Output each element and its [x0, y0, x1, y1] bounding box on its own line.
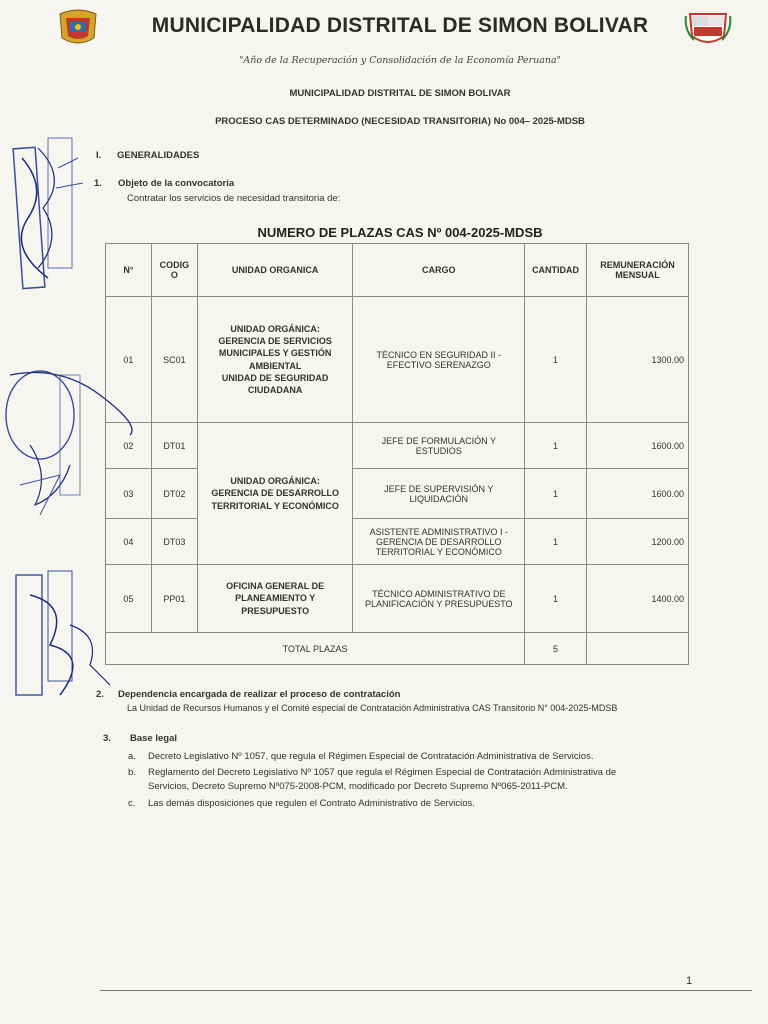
total-salary-empty — [587, 633, 689, 665]
row-quantity: 1 — [525, 423, 587, 469]
row-salary: 1600.00 — [587, 423, 689, 469]
dependency-text: La Unidad de Recursos Humanos y el Comité especial de Contratación Administrativa CAS Transitorio N° 004-2025-MDSB — [127, 703, 618, 713]
base-legal-title: Base legal — [130, 733, 177, 744]
plazas-table — [105, 243, 689, 665]
objective-title: Objeto de la convocatoria — [118, 178, 235, 189]
row-code: DT02 — [151, 469, 197, 519]
table-row — [106, 565, 689, 633]
row-code: PP01 — [151, 565, 197, 633]
base-item-text: Decreto Legislativo Nº 1057, que regula el Régimen Especial de Contratación Administrativa de Servicios. — [148, 751, 594, 762]
section-1-number: I. — [96, 150, 102, 161]
header-number: N° — [106, 244, 152, 297]
dependency-title: Dependencia encargada de realizar el proceso de contratación — [118, 689, 401, 700]
row-number: 02 — [106, 423, 152, 469]
base-item-letter: b. — [128, 767, 136, 778]
base-item-text: Reglamento del Decreto Legislativo Nº 1057 que regula el Régimen Especial de Contratación Administrativa de — [148, 767, 617, 778]
total-label: TOTAL PLAZAS — [106, 633, 525, 665]
objective-text: Contratar los servicios de necesidad transitoria de: — [127, 193, 341, 204]
table-row — [106, 423, 689, 469]
table-total-row — [106, 633, 689, 665]
base-item-text-continued: Servicios, Decreto Supremo Nº075-2008-PCM, modificado por Decreto Supremo Nº065-2011-PCM. — [148, 781, 568, 792]
row-salary: 1400.00 — [587, 565, 689, 633]
base-item-letter: c. — [128, 798, 136, 809]
row-number: 05 — [106, 565, 152, 633]
row-position: TÉCNICO EN SEGURIDAD II - EFECTIVO SERENAZGO — [353, 297, 525, 423]
row-unit: UNIDAD ORGÁNICA: GERENCIA DE SERVICIOS MUNICIPALES Y GESTIÓN AMBIENTAL UNIDAD DE SEGURIDAD CIUDADANA — [197, 297, 353, 423]
header-title: MUNICIPALIDAD DISTRITAL DE SIMON BOLIVAR — [151, 14, 649, 37]
page-number: 1 — [686, 975, 693, 987]
margin-stamp-signature — [8, 128, 98, 308]
row-position: ASISTENTE ADMINISTRATIVO I - GERENCIA DE DESARROLLO TERRITORIAL Y ECONÓMICO — [353, 519, 525, 565]
row-salary: 1300.00 — [587, 297, 689, 423]
row-salary: 1200.00 — [587, 519, 689, 565]
row-salary: 1600.00 — [587, 469, 689, 519]
municipal-crest-logo — [52, 8, 104, 48]
base-item-text: Las demás disposiciones que regulen el Contrato Administrativo de Servicios. — [148, 798, 475, 809]
header-position: CARGO — [353, 244, 525, 297]
dependency-number: 2. — [96, 689, 104, 700]
row-position: JEFE DE SUPERVISIÓN Y LIQUIDACIÓN — [353, 469, 525, 519]
header-code: CODIG O — [151, 244, 197, 297]
table-row — [106, 297, 689, 423]
row-quantity: 1 — [525, 297, 587, 423]
objective-number: 1. — [94, 178, 102, 189]
row-unit: OFICINA GENERAL DE PLANEAMIENTO Y PRESUPUESTO — [197, 565, 353, 633]
margin-stamp-signature — [0, 355, 140, 525]
row-code: DT01 — [151, 423, 197, 469]
row-number: 01 — [106, 297, 152, 423]
document-subtitle: MUNICIPALIDAD DISTRITAL DE SIMON BOLIVAR — [289, 88, 511, 99]
row-position: JEFE DE FORMULACIÓN Y ESTUDIOS — [353, 423, 525, 469]
row-unit: UNIDAD ORGÁNICA: GERENCIA DE DESARROLLO TERRITORIAL Y ECONÓMICO — [197, 423, 353, 565]
margin-stamp-signature — [10, 565, 120, 715]
row-code: DT03 — [151, 519, 197, 565]
header-quantity: CANTIDAD — [525, 244, 587, 297]
row-quantity: 1 — [525, 469, 587, 519]
row-quantity: 1 — [525, 519, 587, 565]
header-motto: "Año de la Recuperación y Consolidación de la Economía Peruana" — [238, 55, 562, 66]
base-item-letter: a. — [128, 751, 136, 762]
row-number: 03 — [106, 469, 152, 519]
header-salary: REMUNERACIÓN MENSUAL — [587, 244, 689, 297]
header-unit: UNIDAD ORGANICA — [197, 244, 353, 297]
total-quantity: 5 — [525, 633, 587, 665]
table-row — [106, 519, 689, 565]
row-quantity: 1 — [525, 565, 587, 633]
base-legal-number: 3. — [103, 733, 111, 744]
table-header-row — [106, 244, 689, 297]
row-code: SC01 — [151, 297, 197, 423]
section-1-title: GENERALIDADES — [117, 150, 200, 161]
row-number: 04 — [106, 519, 152, 565]
footer-divider — [100, 990, 752, 991]
table-row — [106, 469, 689, 519]
plazas-table-title: NUMERO DE PLAZAS CAS Nº 004-2025-MDSB — [257, 225, 543, 240]
peru-shield-logo — [684, 10, 732, 48]
row-position: TÉCNICO ADMINISTRATIVO DE PLANIFICACIÓN Y PRESUPUESTO — [353, 565, 525, 633]
process-title: PROCESO CAS DETERMINADO (NECESIDAD TRANSITORIA) No 004– 2025-MDSB — [215, 116, 585, 127]
